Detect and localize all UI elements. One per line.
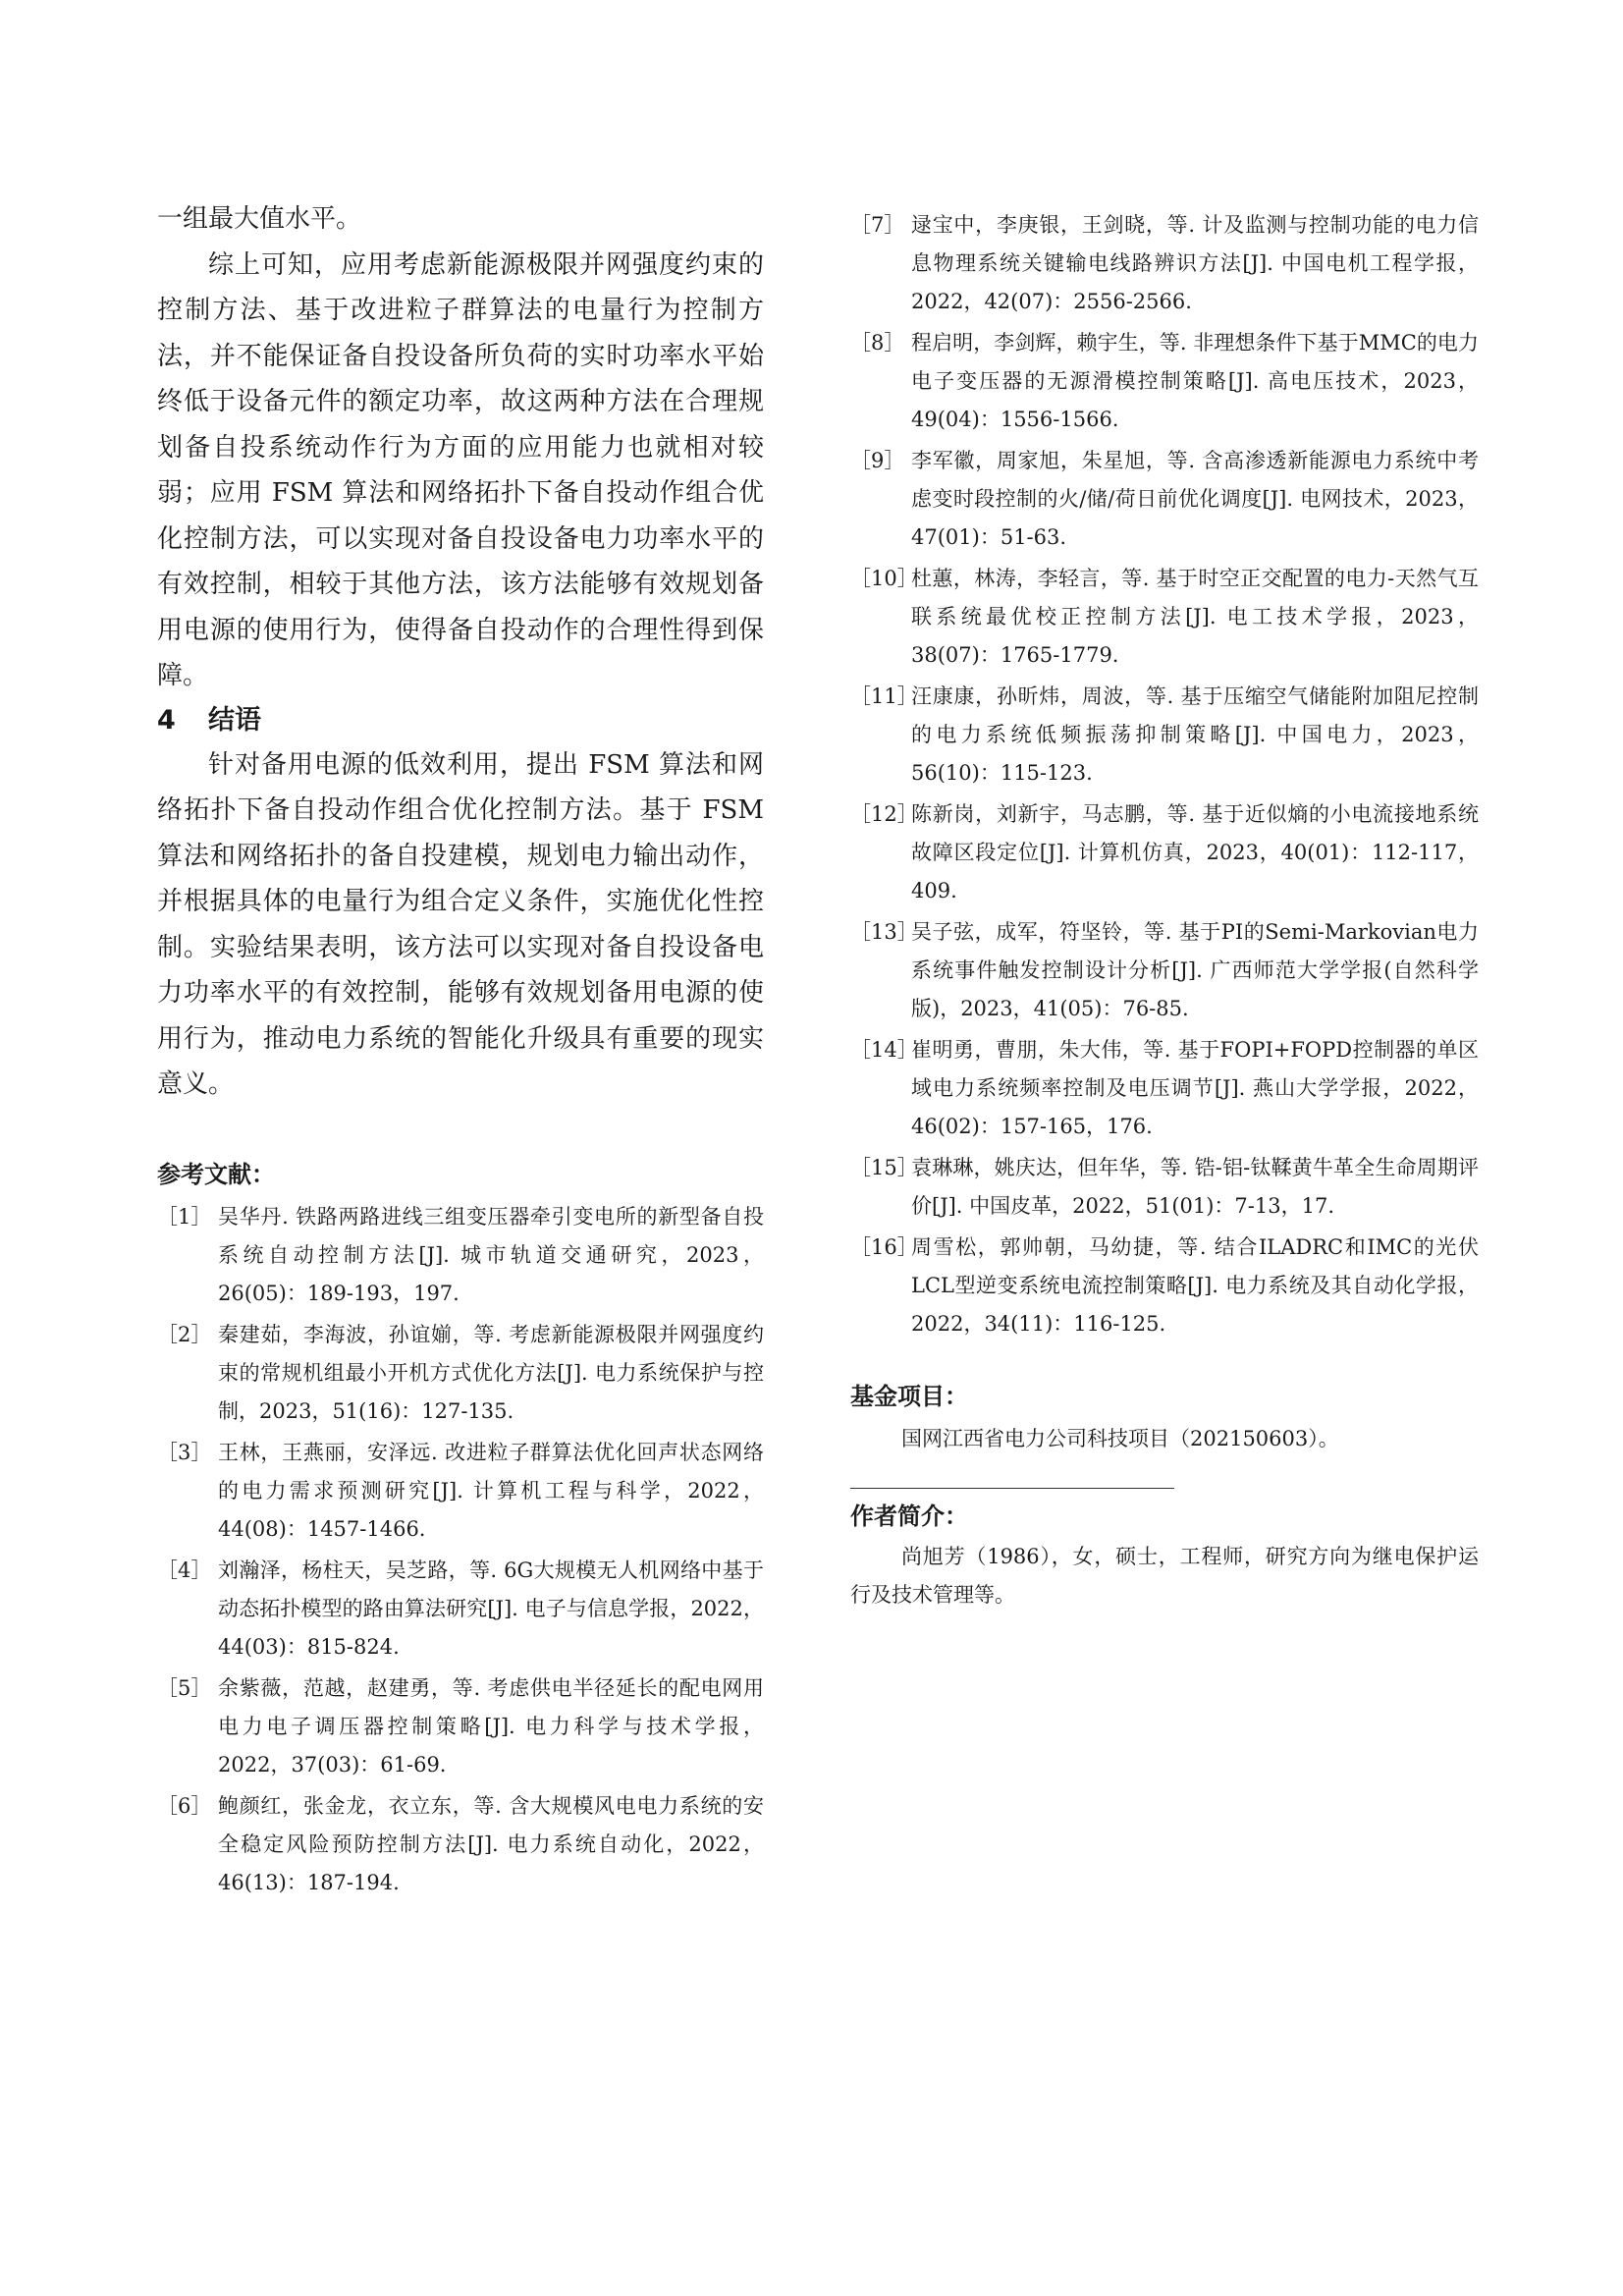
reference-text: 鲍颜红，张金龙，衣立东，等. 含大规模风电电力系统的安全稳定风险预防控制方法[J]. 电力系统自动化，2022，46(13)：187-194. xyxy=(218,1793,764,1894)
reference-item xyxy=(157,1316,764,1431)
reference-text: 袁琳琳，姚庆达，但年华，等. 锆-铝-钛鞣黄牛革全生命周期评价[J]. 中国皮革，2022，51(01)：7-13，17. xyxy=(911,1156,1479,1218)
paragraph-continuation: 一组最大值水平。 xyxy=(157,204,362,234)
section-heading-conclusion xyxy=(157,699,764,742)
section-title: 结语 xyxy=(208,704,261,736)
reference-item xyxy=(850,1031,1479,1146)
reference-item xyxy=(850,206,1479,321)
reference-item xyxy=(850,913,1479,1028)
fund-title: 基金项目： xyxy=(850,1383,968,1410)
reference-number: ［13］ xyxy=(850,920,918,944)
author-title: 作者简介： xyxy=(850,1503,968,1530)
reference-text: 汪康康，孙昕炜，周波，等. 基于压缩空气储能附加阻尼控制的电力系统低频振荡抑制策略[J]. 中国电力，2023，56(10)：115-123. xyxy=(911,684,1479,785)
reference-item xyxy=(850,678,1479,793)
reference-number: ［14］ xyxy=(850,1038,918,1062)
reference-item xyxy=(157,1669,764,1784)
right-column xyxy=(850,196,1479,1614)
footnote-divider xyxy=(850,1488,1174,1489)
reference-item xyxy=(850,560,1479,675)
reference-number: ［12］ xyxy=(850,802,918,826)
paragraph-comparison: 综上可知，应用考虑新能源极限并网强度约束的控制方法、基于改进粒子群算法的电量行为控制方法，并不能保证备自投设备所负荷的实时功率水平始终低于设备元件的额定功率，故这两种方法在合理规划备自投系统动作行为方面的应用能力也就相对较弱；应用 FSM 算法和网络拓扑下备自投动作组合优化控制方法，可以实现对备自投设备电力功率水平的有效控制，相较于其他方法，该方法能够有效规划备用电源的使用行为，使得备自投动作的合理性得到保障。 xyxy=(157,249,764,690)
reference-text: 余紫薇，范越，赵建勇，等. 考虑供电半径延长的配电网用电力电子调压器控制策略[J]. 电力科学与技术学报， 2022，37(03)：61-69. xyxy=(218,1675,764,1777)
reference-text: 周雪松，郭帅朝，马幼捷，等. 结合ILADRC和IMC的光伏LCL型逆变系统电流控制策略[J]. 电力系统及其自动化学报，2022，34(11)：116-125. xyxy=(911,1235,1479,1336)
reference-item xyxy=(157,1198,764,1313)
reference-text: 杜蕙，林涛，李轻言，等. 基于时空正交配置的电力-天然气互联系统最优校正控制方法[J]. 电工技术学报，2023，38(07)：1765-1779. xyxy=(911,567,1479,667)
reference-number: ［6］ xyxy=(157,1793,212,1818)
reference-number: ［8］ xyxy=(850,331,905,355)
reference-text: 刘瀚泽，杨柱天，吴芝路，等. 6G大规模无人机网络中基于动态拓扑模型的路由算法研究[J]. 电子与信息学报，2022，44(03)：815-824. xyxy=(218,1558,764,1659)
reference-list-left xyxy=(157,1198,764,1902)
reference-number: ［1］ xyxy=(157,1204,212,1229)
reference-item xyxy=(850,795,1479,910)
references-title: 参考文献： xyxy=(157,1160,275,1188)
reference-text: 程启明，李剑辉，赖宇生，等. 非理想条件下基于MMC的电力电子变压器的无源滑模控制策略[J]. 高电压技术，2023，49(04)：1556-1566. xyxy=(911,331,1479,431)
reference-item xyxy=(850,442,1479,557)
reference-item xyxy=(157,1434,764,1549)
reference-number: ［2］ xyxy=(157,1322,212,1346)
reference-number: ［7］ xyxy=(850,213,905,237)
reference-text: 陈新岗，刘新宇，马志鹏，等. 基于近似熵的小电流接地系统故障区段定位[J]. 计算机仿真，2023，40(01)：112-117，409. xyxy=(911,802,1479,902)
reference-text: 崔明勇，曹朋，朱大伟，等. 基于FOPI+FOPD控制器的单区域电力系统频率控制及电压调节[J]. 燕山大学学报，2022，46(02)：157-165，176. xyxy=(911,1038,1479,1138)
reference-number: ［5］ xyxy=(157,1675,212,1700)
reference-number: ［10］ xyxy=(850,567,918,590)
reference-text: 李军徽，周家旭，朱星旭，等. 含高渗透新能源电力系统中考虑变时段控制的火/储/荷日前优化调度[J]. 电网技术，2023，47(01)：51-63. xyxy=(911,449,1479,549)
author-text: 尚旭芳（1986），女，硕士，工程师，研究方向为继电保护运行及技术管理等。 xyxy=(850,1545,1479,1607)
reference-number: ［4］ xyxy=(157,1558,212,1582)
reference-item xyxy=(157,1552,764,1667)
reference-item xyxy=(157,1787,764,1902)
reference-item xyxy=(850,324,1479,439)
reference-text: 吴华丹. 铁路两路进线三组变压器牵引变电所的新型备自投系统自动控制方法[J]. 城市轨道交通研究，2023，26(05)：189-193，197. xyxy=(218,1204,764,1305)
reference-item xyxy=(850,1229,1479,1343)
paragraph-conclusion: 针对备用电源的低效利用，提出 FSM 算法和网络拓扑下备自投动作组合优化控制方法。基于 FSM 算法和网络拓扑的备自投建模，规划电力输出动作，并根据具体的电量行为组合定义条件，实施优化性控制。实验结果表明，该方法可以实现对备自投设备电力功率水平的有效控制，能够有效规划备用电源的使用行为，推动电力系统的智能化升级具有重要的现实意义。 xyxy=(157,749,764,1099)
reference-number: ［11］ xyxy=(850,684,918,708)
reference-text: 王林，王燕丽，安泽远. 改进粒子群算法优化回声状态网络的电力需求预测研究[J]. 计算机工程与科学，2022，44(08)：1457-1466. xyxy=(218,1440,764,1541)
reference-number: ［16］ xyxy=(850,1235,918,1259)
reference-text: 吴子弦，成军，符坚铃，等. 基于PI的Semi-Markovian电力系统事件触发控制设计分析[J]. 广西师范大学学报(自然科学版)，2023，41(05)：76-85. xyxy=(911,920,1479,1020)
left-column xyxy=(157,196,764,1905)
fund-text: 国网江西省电力公司科技项目（202150603）。 xyxy=(901,1427,1339,1450)
reference-number: ［9］ xyxy=(850,449,905,472)
reference-text: 秦建茹，李海波，孙谊媊，等. 考虑新能源极限并网强度约束的常规机组最小开机方式优化方法[J]. 电力系统保护与控制，2023，51(16)：127-135. xyxy=(218,1322,764,1423)
reference-number: ［15］ xyxy=(850,1156,918,1179)
section-number: 4 xyxy=(157,704,176,736)
reference-item xyxy=(850,1149,1479,1226)
reference-text: 逯宝中，李庚银，王剑晓，等. 计及监测与控制功能的电力信息物理系统关键输电线路辨识方法[J]. 中国电机工程学报，2022，42(07)：2556-2566. xyxy=(911,213,1479,313)
reference-list-right xyxy=(850,206,1479,1343)
reference-number: ［3］ xyxy=(157,1440,212,1464)
